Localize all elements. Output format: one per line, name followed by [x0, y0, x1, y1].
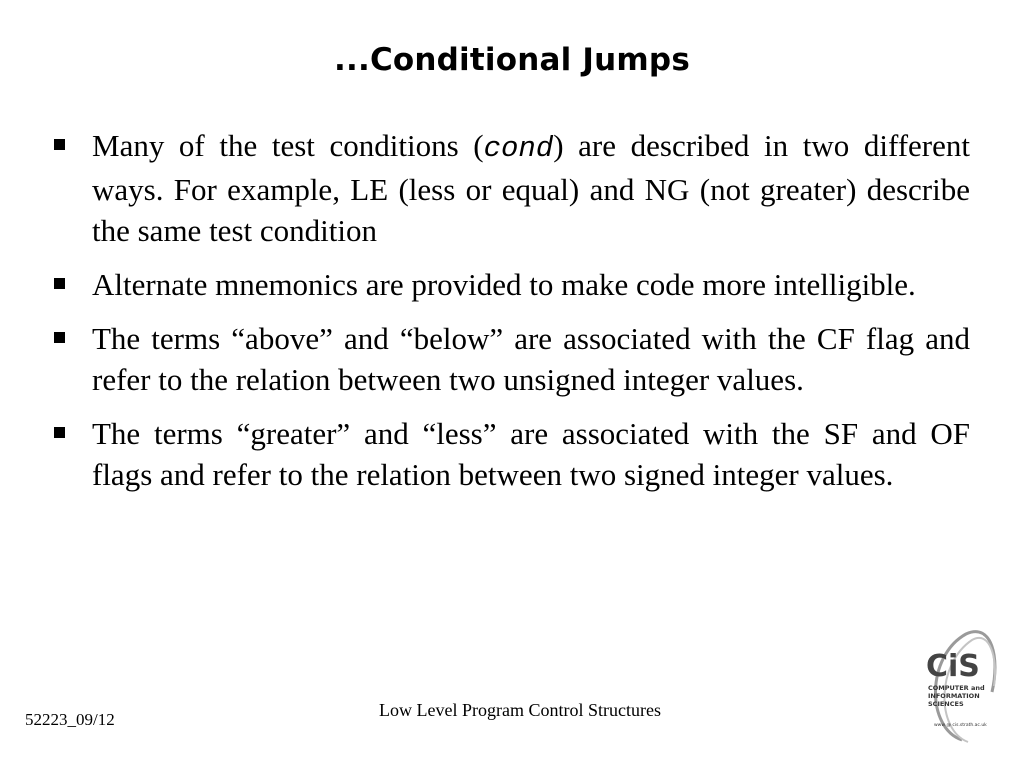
bullet-1-text-end: ) are described in two different ways. For example, LE (less or equal) and NG (not greater) describe the same test condition [92, 128, 970, 248]
footer-course-title: Low Level Program Control Structures [379, 700, 661, 720]
logo-line-3: SCIENCES [928, 700, 964, 708]
square-bullet-icon [54, 332, 65, 343]
logo-line-1: COMPUTER and [928, 684, 985, 692]
logo-line-2: INFORMATION [928, 692, 980, 700]
logo-main-text: CiS [926, 649, 980, 684]
square-bullet-icon [54, 427, 65, 438]
bullet-item-4 [50, 413, 970, 495]
bullet-item-1 [50, 125, 970, 251]
bullet-4-text: The terms “greater” and “less” are associated with the SF and OF flags and refer to the relation between two signed integer values. [92, 416, 970, 492]
bullet-item-3 [50, 318, 970, 400]
code-term-cond: cond [483, 132, 554, 165]
bullet-2-text: Alternate mnemonics are provided to make code more intelligible. [92, 267, 916, 302]
bullet-item-2 [50, 264, 970, 305]
logo-url: www @ cis.strath.ac.uk [934, 723, 987, 728]
bullet-3-text: The terms “above” and “below” are associated with the CF flag and refer to the relation between two unsigned integer values. [92, 321, 970, 397]
square-bullet-icon [54, 139, 65, 150]
bullet-1-text-start: Many of the test conditions ( [92, 128, 484, 163]
cis-logo [918, 628, 1000, 748]
bullet-list [50, 125, 970, 508]
slide-title: ...Conditional Jumps [334, 42, 690, 78]
footer-course-code: 52223_09/12 [25, 710, 115, 729]
square-bullet-icon [54, 278, 65, 289]
